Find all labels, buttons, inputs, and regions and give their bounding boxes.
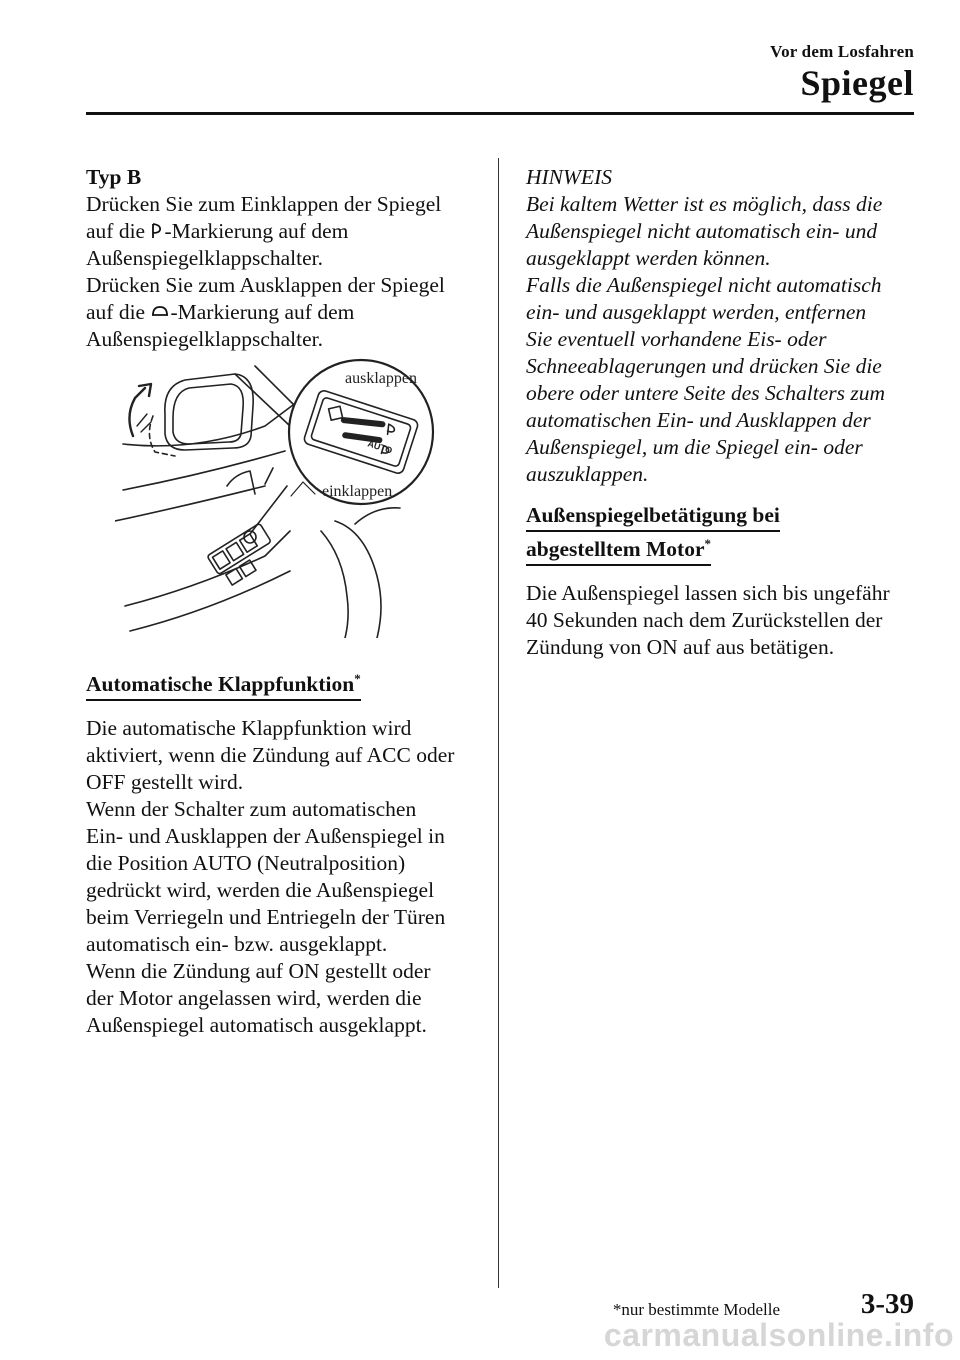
type-b-line: Außenspiegelklappschalter. [86,246,324,270]
footnote-text: *nur bestimmte Modelle [612,1300,780,1319]
fold-in-label: einklappen [322,483,393,500]
note-box [526,164,918,488]
type-b-line [86,299,478,326]
footnote-mark: * [704,536,711,551]
auto-fold-line: gedrückt wird, werden die Außenspiegel [86,878,435,902]
motor-heading-line2 [526,536,711,566]
note-line: Sie eventuell vorhandene Eis- oder [526,327,827,351]
text-fragment: auf die [86,300,151,324]
heading-text: abgestelltem Motor [526,537,705,561]
auto-fold-line: Die automatische Klappfunktion wird [86,716,412,740]
auto-fold-line: Wenn die Zündung auf ON gestellt oder [86,959,431,983]
header-rule [86,112,914,115]
motor-line: 40 Sekunden nach dem Zurückstellen der [526,608,883,632]
auto-fold-text [86,715,478,1039]
note-heading: HINWEIS [526,165,612,189]
page-number: 3-39 [860,1288,914,1320]
type-b-heading: Typ B [86,165,142,189]
motor-line: Die Außenspiegel lassen sich bis ungefähr [526,581,890,605]
mirror-switch-illustration [115,356,435,638]
auto-fold-heading [86,671,478,701]
mirror-fold-in-icon [150,222,164,240]
auto-fold-line: der Motor angelassen wird, werden die [86,986,422,1010]
note-line: auszuklappen. [526,462,649,486]
note-line: Falls die Außenspiegel nicht automatisch [526,273,882,297]
note-line: automatischen Ein- und Ausklappen der [526,408,871,432]
note-line: ein- und ausgeklappt werden, entfernen [526,300,867,324]
type-b-text [86,191,478,353]
motor-heading-line1: Außenspiegelbetätigung bei [526,502,780,532]
auto-switch-text: AUTO [366,438,394,456]
page-title: Spiegel [800,63,914,103]
auto-fold-line: Außenspiegel automatisch ausgeklappt. [86,1013,427,1037]
note-line: obere oder untere Seite des Schalters zum [526,381,886,405]
motor-text [526,580,918,661]
auto-fold-line: Wenn der Schalter zum automatischen [86,797,417,821]
mirror-fold-out-icon [150,303,170,321]
right-column [526,164,918,661]
auto-fold-line: Ein- und Ausklappen der Außenspiegel in [86,824,445,848]
note-line: ausgeklappt werden können. [526,246,771,270]
auto-fold-line: OFF gestellt wird. [86,770,244,794]
watermark: carmanualsonline.info [603,1317,954,1353]
note-line: Bei kaltem Wetter ist es möglich, dass die [526,192,883,216]
motor-heading [526,502,918,566]
fold-out-label: ausklappen [345,370,417,387]
text-fragment: auf die [86,219,151,243]
type-b-line: Außenspiegelklappschalter. [86,327,324,351]
type-b-line: Drücken Sie zum Ausklappen der Spiegel [86,273,445,297]
note-line: Außenspiegel nicht automatisch ein- und [526,219,878,243]
text-fragment: -Markierung auf dem [164,219,349,243]
note-line: Außenspiegel, um die Spiegel ein- oder [526,435,863,459]
auto-fold-line: automatisch ein- bzw. ausgeklappt. [86,932,388,956]
auto-fold-line: die Position AUTO (Neutralposition) [86,851,406,875]
motor-line: Zündung von ON auf aus betätigen. [526,635,835,659]
column-divider [498,158,499,1288]
auto-fold-line: aktiviert, wenn die Zündung auf ACC oder [86,743,455,767]
text-fragment: -Markierung auf dem [170,300,355,324]
auto-fold-line: beim Verriegeln und Entriegeln der Türen [86,905,446,929]
auto-fold-heading-text [86,671,361,701]
type-b-line [86,218,478,245]
heading-text: Automatische Klappfunktion [86,672,355,696]
section-label: Vor dem Losfahren [770,42,914,61]
type-b-line: Drücken Sie zum Einklappen der Spiegel [86,192,442,216]
footnote-mark: * [354,671,361,686]
note-line: Schneeablagerungen und drücken Sie die [526,354,882,378]
